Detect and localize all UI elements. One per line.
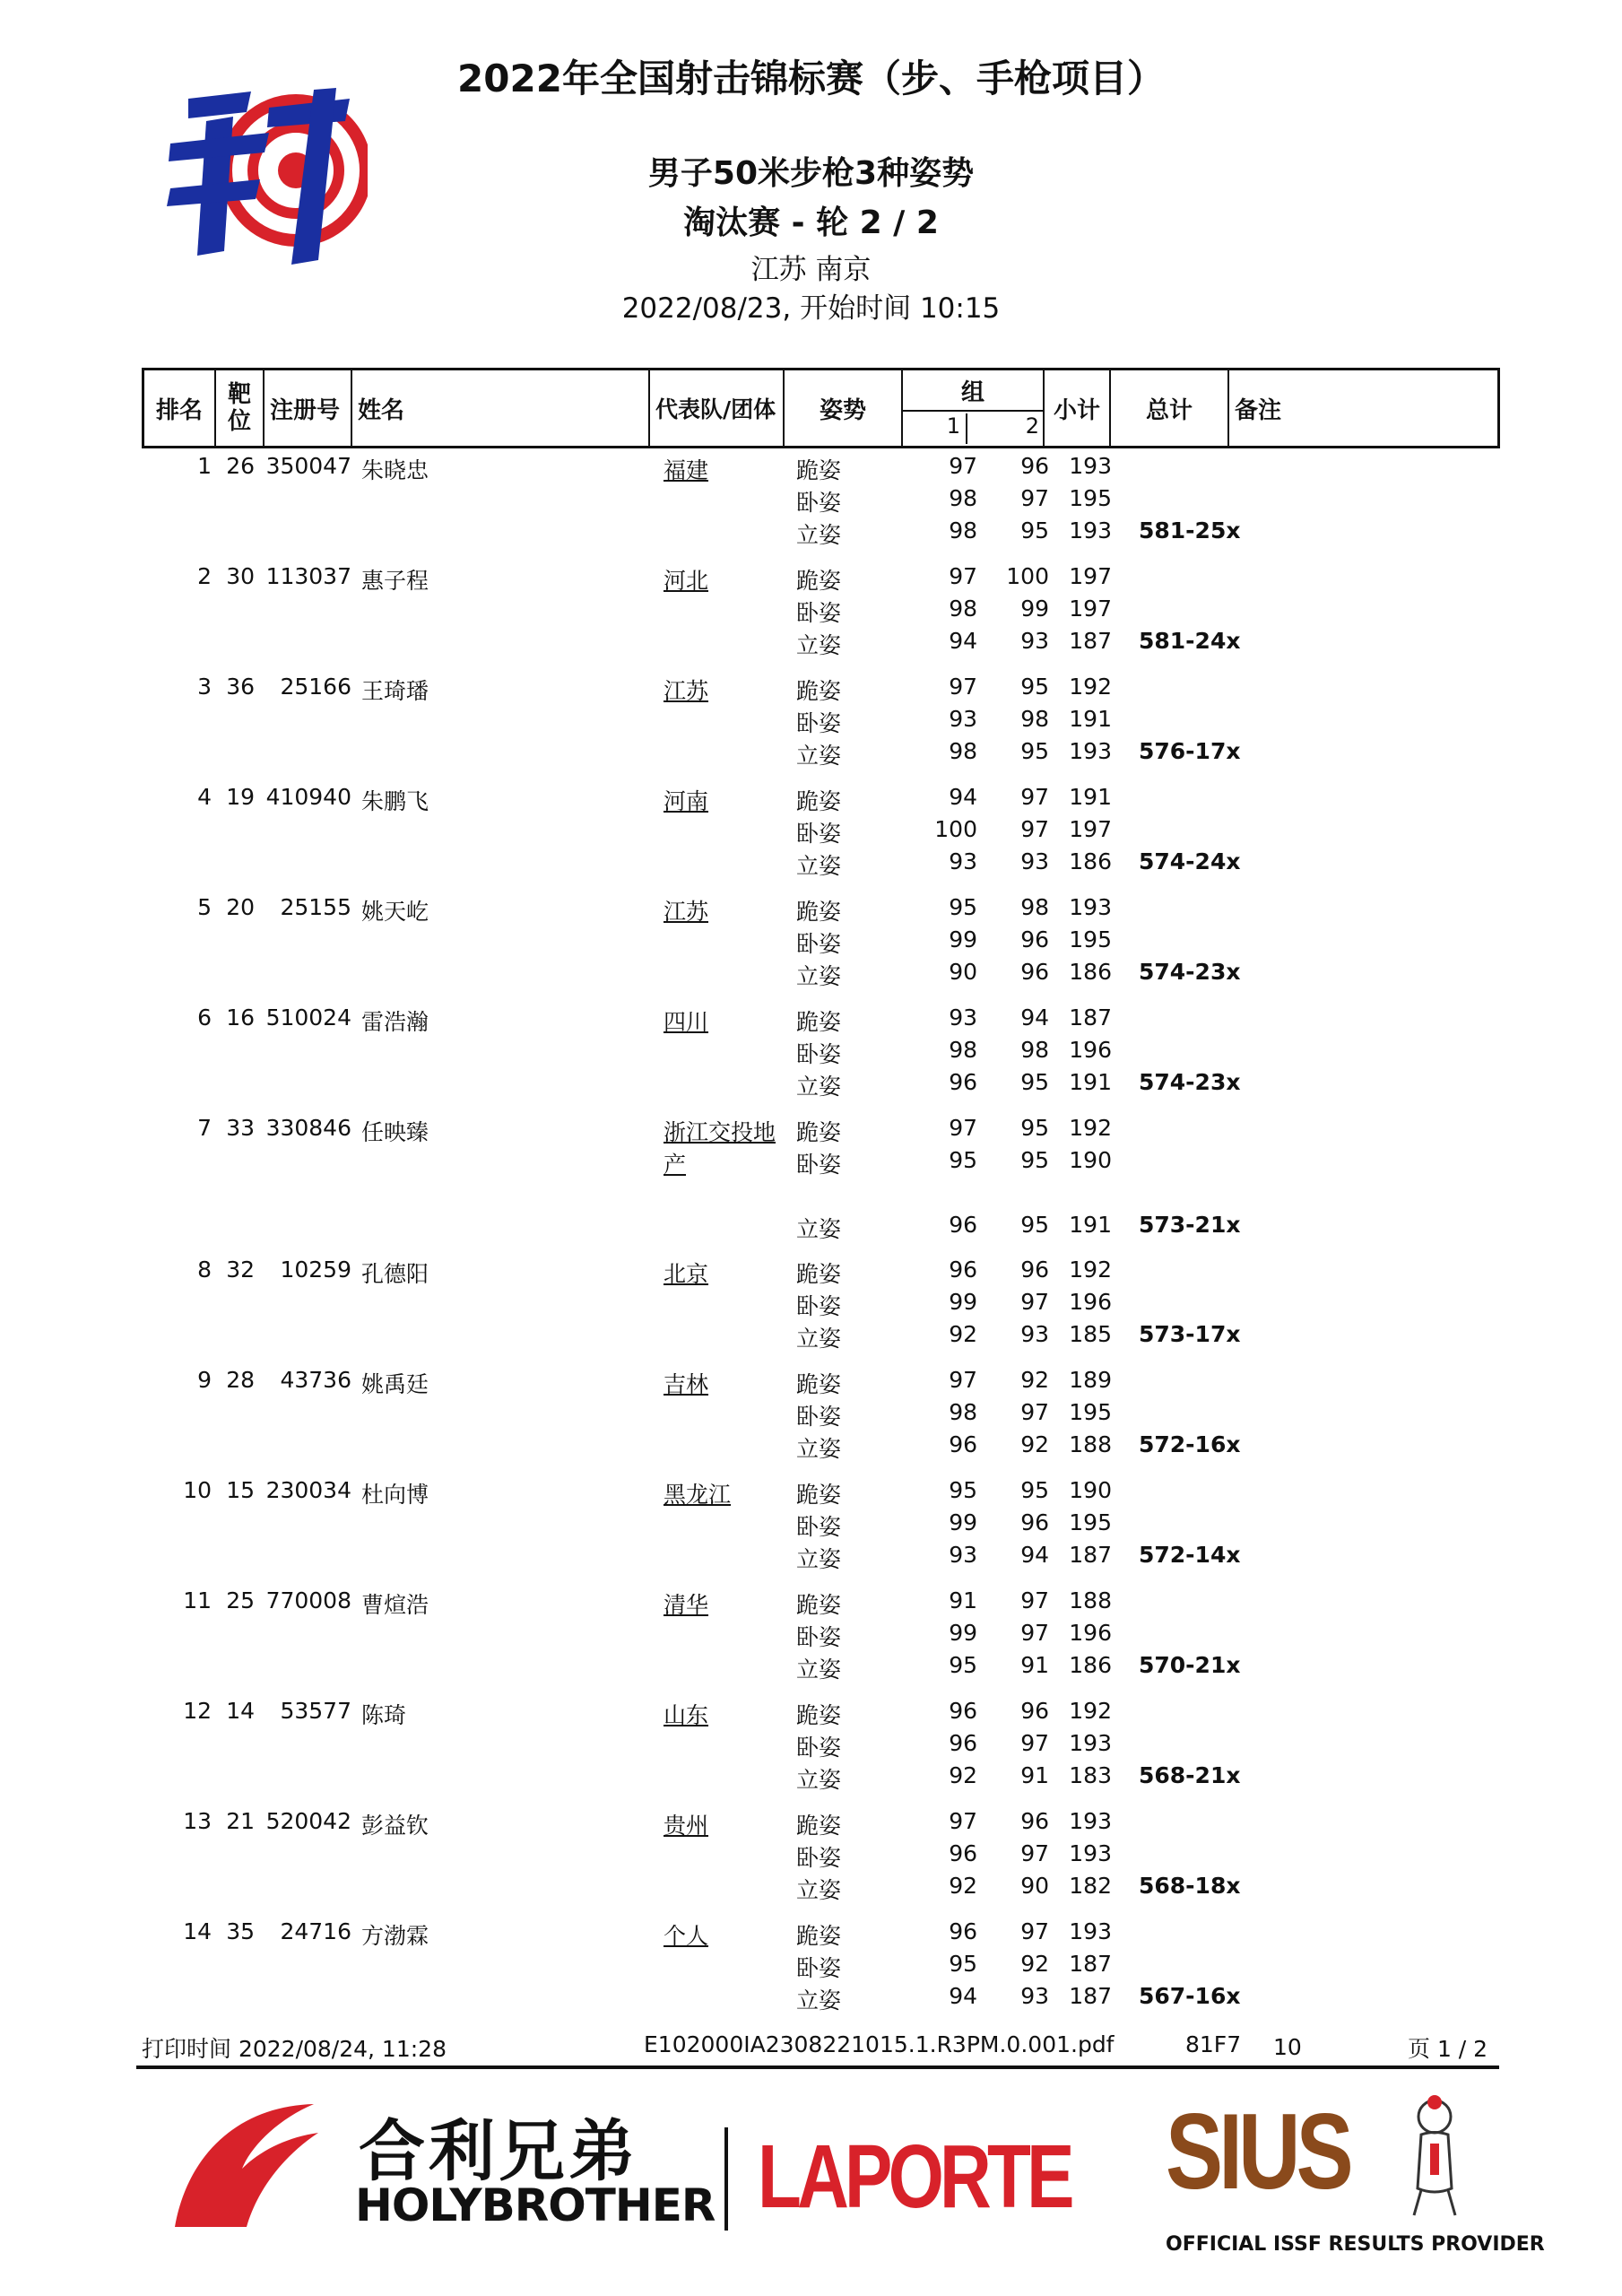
position: 立姿 bbox=[796, 1877, 842, 1903]
series-2: 96 bbox=[1020, 453, 1049, 479]
subtotal: 191 bbox=[1069, 1069, 1112, 1095]
target: 19 bbox=[226, 784, 255, 810]
subtotal: 193 bbox=[1069, 1730, 1112, 1756]
table-header bbox=[142, 368, 1500, 448]
subtotal: 193 bbox=[1069, 1840, 1112, 1866]
col-target: 靶 位 bbox=[216, 370, 265, 446]
series-1: 99 bbox=[949, 1620, 977, 1646]
series-1: 96 bbox=[949, 1431, 977, 1457]
col-position: 姿势 bbox=[785, 370, 903, 446]
series-2: 96 bbox=[1020, 1698, 1049, 1724]
series-1: 95 bbox=[949, 894, 977, 920]
series-1: 96 bbox=[949, 1730, 977, 1756]
series-1: 98 bbox=[949, 517, 977, 544]
position: 跪姿 bbox=[796, 899, 842, 925]
series-2: 97 bbox=[1020, 1840, 1049, 1866]
position: 卧姿 bbox=[796, 710, 842, 736]
sius-mascot-icon bbox=[1394, 2090, 1475, 2224]
reg-no: 43736 bbox=[280, 1367, 351, 1393]
subtotal: 195 bbox=[1069, 1509, 1112, 1535]
athlete-name: 王琦璠 bbox=[361, 678, 429, 704]
team-link[interactable]: 河北 bbox=[664, 568, 709, 594]
target: 15 bbox=[226, 1477, 255, 1503]
series-1: 97 bbox=[949, 453, 977, 479]
rank: 2 bbox=[197, 563, 212, 589]
subtotal: 190 bbox=[1069, 1147, 1112, 1173]
series-2: 92 bbox=[1020, 1367, 1049, 1393]
series-1: 96 bbox=[949, 1918, 977, 1944]
series-2: 96 bbox=[1020, 926, 1049, 952]
series-2: 95 bbox=[1020, 1477, 1049, 1503]
reg-no: 10259 bbox=[280, 1257, 351, 1283]
subtotal: 197 bbox=[1069, 596, 1112, 622]
series-2: 98 bbox=[1020, 1037, 1049, 1063]
position: 立姿 bbox=[796, 963, 842, 989]
series-2: 93 bbox=[1020, 628, 1049, 654]
rank: 1 bbox=[197, 453, 212, 479]
subtotal: 192 bbox=[1069, 1257, 1112, 1283]
series-1: 98 bbox=[949, 485, 977, 511]
total: 573-17x bbox=[1139, 1321, 1241, 1347]
position: 立姿 bbox=[796, 853, 842, 879]
series-1: 92 bbox=[949, 1762, 977, 1788]
position: 立姿 bbox=[796, 522, 842, 548]
col-reg-no: 注册号 bbox=[270, 396, 341, 424]
series-2: 97 bbox=[1020, 1587, 1049, 1613]
series-2: 98 bbox=[1020, 706, 1049, 732]
team-link[interactable]: 北京 bbox=[664, 1261, 709, 1287]
rank: 12 bbox=[183, 1698, 212, 1724]
series-1: 94 bbox=[949, 1983, 977, 2009]
position: 跪姿 bbox=[796, 1482, 842, 1508]
series-1: 92 bbox=[949, 1321, 977, 1347]
rank: 4 bbox=[197, 784, 212, 810]
subtotal: 193 bbox=[1069, 517, 1112, 544]
series-2: 95 bbox=[1020, 1115, 1049, 1141]
total: 574-24x bbox=[1139, 848, 1241, 874]
series-2: 96 bbox=[1020, 1509, 1049, 1535]
series-1: 97 bbox=[949, 1115, 977, 1141]
event-title: 男子50米步枪3种姿势 bbox=[647, 155, 975, 192]
subtotal: 191 bbox=[1069, 1212, 1112, 1238]
total: 581-25x bbox=[1139, 517, 1241, 544]
subtotal: 185 bbox=[1069, 1321, 1112, 1347]
doc-number: 10 bbox=[1273, 2034, 1302, 2060]
subtotal: 197 bbox=[1069, 563, 1112, 589]
rank: 14 bbox=[183, 1918, 212, 1944]
check-code: 81F7 bbox=[1185, 2031, 1242, 2057]
subtotal: 187 bbox=[1069, 628, 1112, 654]
reg-no: 24716 bbox=[280, 1918, 351, 1944]
series-2: 95 bbox=[1020, 738, 1049, 764]
subtotal: 192 bbox=[1069, 1115, 1112, 1141]
series-1: 97 bbox=[949, 563, 977, 589]
team-link: 江苏 bbox=[664, 678, 709, 704]
athlete-name: 姚禹廷 bbox=[361, 1371, 429, 1397]
total: 572-14x bbox=[1139, 1542, 1241, 1568]
location: 江苏 南京 bbox=[750, 254, 872, 286]
series-1: 98 bbox=[949, 1399, 977, 1425]
subtotal: 193 bbox=[1069, 1918, 1112, 1944]
team-link[interactable]: 黑龙江 bbox=[664, 1482, 732, 1508]
position: 卧姿 bbox=[796, 490, 842, 516]
total: 572-16x bbox=[1139, 1431, 1241, 1457]
position: 跪姿 bbox=[796, 1261, 842, 1287]
athlete-name: 杜向博 bbox=[361, 1482, 429, 1508]
rank: 3 bbox=[197, 674, 212, 700]
series-1: 90 bbox=[949, 959, 977, 985]
subtotal: 186 bbox=[1069, 1652, 1112, 1678]
position: 立姿 bbox=[796, 1436, 842, 1462]
position: 跪姿 bbox=[796, 457, 842, 483]
position: 跪姿 bbox=[796, 678, 842, 704]
subtotal: 186 bbox=[1069, 959, 1112, 985]
series-1: 91 bbox=[949, 1587, 977, 1613]
series-1: 99 bbox=[949, 1289, 977, 1315]
target: 14 bbox=[226, 1698, 255, 1724]
series-2: 97 bbox=[1020, 1399, 1049, 1425]
team-link[interactable]: 四川 bbox=[664, 1009, 709, 1035]
position: 立姿 bbox=[796, 1216, 842, 1242]
rank: 8 bbox=[197, 1257, 212, 1283]
team-link[interactable]: 贵州 bbox=[664, 1813, 709, 1839]
athlete-name: 曹煊浩 bbox=[361, 1592, 429, 1618]
series-1: 93 bbox=[949, 848, 977, 874]
subtotal: 195 bbox=[1069, 1399, 1112, 1425]
holybrother-cn: 合利兄弟 bbox=[359, 2113, 638, 2190]
series-2: 95 bbox=[1020, 1147, 1049, 1173]
athlete-name: 朱晓忠 bbox=[361, 457, 429, 483]
holybrother-en: HOLYBROTHER bbox=[355, 2179, 716, 2231]
position: 卧姿 bbox=[796, 1955, 842, 1981]
series-1: 95 bbox=[949, 1951, 977, 1977]
footer-divider bbox=[136, 2066, 1499, 2069]
series-2: 97 bbox=[1020, 1620, 1049, 1646]
subtotal: 192 bbox=[1069, 1698, 1112, 1724]
position: 立姿 bbox=[796, 1074, 842, 1100]
series-1: 96 bbox=[949, 1069, 977, 1095]
sius-tagline: OFFICIAL ISSF RESULTS PROVIDER bbox=[1166, 2233, 1545, 2256]
series-2: 95 bbox=[1020, 517, 1049, 544]
series-1: 98 bbox=[949, 596, 977, 622]
series-1: 96 bbox=[949, 1698, 977, 1724]
subtotal: 188 bbox=[1069, 1587, 1112, 1613]
target: 32 bbox=[226, 1257, 255, 1283]
series-2: 92 bbox=[1020, 1951, 1049, 1977]
reg-no: 113037 bbox=[265, 563, 351, 589]
series-1: 96 bbox=[949, 1212, 977, 1238]
subtotal: 193 bbox=[1069, 894, 1112, 920]
position: 立姿 bbox=[796, 1657, 842, 1683]
subtotal: 187 bbox=[1069, 1951, 1112, 1977]
series-1: 93 bbox=[949, 706, 977, 732]
team-link[interactable]: 河南 bbox=[664, 788, 709, 814]
position: 跪姿 bbox=[796, 1009, 842, 1035]
athlete-name: 雷浩瀚 bbox=[361, 1009, 429, 1035]
reg-no: 770008 bbox=[265, 1587, 351, 1613]
subtotal: 197 bbox=[1069, 816, 1112, 842]
position: 跪姿 bbox=[796, 1702, 842, 1728]
series-2: 94 bbox=[1020, 1542, 1049, 1568]
reg-no: 25155 bbox=[280, 894, 351, 920]
series-2: 91 bbox=[1020, 1762, 1049, 1788]
subtotal: 187 bbox=[1069, 1983, 1112, 2009]
reg-no: 350047 bbox=[265, 453, 351, 479]
target: 28 bbox=[226, 1367, 255, 1393]
subtotal: 193 bbox=[1069, 738, 1112, 764]
team-link[interactable]: 清华 bbox=[664, 1592, 709, 1618]
series-2: 95 bbox=[1020, 1069, 1049, 1095]
series-2: 97 bbox=[1020, 1730, 1049, 1756]
series-1: 98 bbox=[949, 738, 977, 764]
rank: 9 bbox=[197, 1367, 212, 1393]
athlete-name: 任映臻 bbox=[361, 1119, 429, 1145]
series-2: 99 bbox=[1020, 596, 1049, 622]
series-1: 94 bbox=[949, 628, 977, 654]
target: 30 bbox=[226, 563, 255, 589]
position: 卧姿 bbox=[796, 1152, 842, 1178]
position: 卧姿 bbox=[796, 1624, 842, 1650]
sponsor-divider bbox=[724, 2127, 728, 2231]
position: 立姿 bbox=[796, 1326, 842, 1352]
subtotal: 189 bbox=[1069, 1367, 1112, 1393]
team-link[interactable]: 福建 bbox=[664, 457, 709, 483]
athlete-name: 朱鹏飞 bbox=[361, 788, 429, 814]
total: 567-16x bbox=[1139, 1983, 1241, 2009]
series-1: 97 bbox=[949, 1367, 977, 1393]
series-2: 92 bbox=[1020, 1431, 1049, 1457]
total: 570-21x bbox=[1139, 1652, 1241, 1678]
rank: 11 bbox=[183, 1587, 212, 1613]
reg-no: 25166 bbox=[280, 674, 351, 700]
subtotal: 188 bbox=[1069, 1431, 1112, 1457]
series-1: 93 bbox=[949, 1004, 977, 1031]
series-1: 93 bbox=[949, 1542, 977, 1568]
col-subtotal: 小计 bbox=[1045, 370, 1111, 446]
target: 36 bbox=[226, 674, 255, 700]
col-rank: 排名 bbox=[144, 370, 216, 446]
series-2: 97 bbox=[1020, 1918, 1049, 1944]
target: 20 bbox=[226, 894, 255, 920]
rank: 13 bbox=[183, 1808, 212, 1834]
team-link[interactable]: 江苏 bbox=[664, 899, 709, 925]
reg-no: 510024 bbox=[265, 1004, 351, 1031]
target: 21 bbox=[226, 1808, 255, 1834]
position: 立姿 bbox=[796, 743, 842, 769]
page-number: 页 1 / 2 bbox=[1408, 2036, 1488, 2062]
subtotal: 193 bbox=[1069, 1808, 1112, 1834]
total: 573-21x bbox=[1139, 1212, 1241, 1238]
series-1: 97 bbox=[949, 1808, 977, 1834]
position: 立姿 bbox=[796, 632, 842, 658]
target: 16 bbox=[226, 1004, 255, 1031]
total: 574-23x bbox=[1139, 1069, 1241, 1095]
series-1: 98 bbox=[949, 1037, 977, 1063]
position: 卧姿 bbox=[796, 1514, 842, 1540]
series-1: 96 bbox=[949, 1840, 977, 1866]
target: 35 bbox=[226, 1918, 255, 1944]
subtotal: 195 bbox=[1069, 485, 1112, 511]
athlete-name: 姚天屹 bbox=[361, 899, 429, 925]
series-1: 99 bbox=[949, 1509, 977, 1535]
position: 立姿 bbox=[796, 1987, 842, 2013]
total: 568-21x bbox=[1139, 1762, 1241, 1788]
subtotal: 196 bbox=[1069, 1037, 1112, 1063]
reg-no: 230034 bbox=[265, 1477, 351, 1503]
athlete-name: 方渤霖 bbox=[361, 1923, 429, 1949]
rank: 10 bbox=[183, 1477, 212, 1503]
rank: 6 bbox=[197, 1004, 212, 1031]
series-2: 96 bbox=[1020, 1808, 1049, 1834]
series-2: 95 bbox=[1020, 674, 1049, 700]
athlete-name: 陈琦 bbox=[361, 1702, 407, 1728]
position: 卧姿 bbox=[796, 1845, 842, 1871]
series-1: 97 bbox=[949, 674, 977, 700]
position: 跪姿 bbox=[796, 1813, 842, 1839]
total: 574-23x bbox=[1139, 959, 1241, 985]
laporte-logo: LAPORTE bbox=[758, 2126, 1071, 2227]
subtotal: 182 bbox=[1069, 1873, 1112, 1899]
reg-no: 330846 bbox=[265, 1115, 351, 1141]
subtotal: 191 bbox=[1069, 706, 1112, 732]
target: 33 bbox=[226, 1115, 255, 1141]
series-2: 98 bbox=[1020, 894, 1049, 920]
subtotal: 195 bbox=[1069, 926, 1112, 952]
reg-no: 410940 bbox=[265, 784, 351, 810]
position: 卧姿 bbox=[796, 1293, 842, 1319]
stage-title: 淘汰赛 - 轮 2 / 2 bbox=[683, 204, 939, 241]
total: 576-17x bbox=[1139, 738, 1241, 764]
series-2: 93 bbox=[1020, 1983, 1049, 2009]
start-datetime: 2022/08/23, 开始时间 10:15 bbox=[621, 292, 1001, 325]
series-2: 97 bbox=[1020, 816, 1049, 842]
position: 卧姿 bbox=[796, 931, 842, 957]
subtotal: 186 bbox=[1069, 848, 1112, 874]
athlete-name: 彭益钦 bbox=[361, 1813, 429, 1839]
position: 跪姿 bbox=[796, 788, 842, 814]
series-2: 93 bbox=[1020, 1321, 1049, 1347]
col-total: 总计 bbox=[1111, 370, 1229, 446]
series-2: 95 bbox=[1020, 1212, 1049, 1238]
position: 跪姿 bbox=[796, 1923, 842, 1949]
series-1: 95 bbox=[949, 1147, 977, 1173]
series-2: 96 bbox=[1020, 1257, 1049, 1283]
team-link[interactable]: 吉林 bbox=[664, 1371, 709, 1397]
file-name: E102000IA2308221015.1.R3PM.0.001.pdf bbox=[644, 2031, 1115, 2057]
print-time: 打印时间 2022/08/24, 11:28 bbox=[142, 2036, 447, 2062]
position: 立姿 bbox=[796, 1546, 842, 1572]
series-1: 95 bbox=[949, 1477, 977, 1503]
target: 26 bbox=[226, 453, 255, 479]
col-name: 姓名 bbox=[351, 370, 650, 446]
series-2: 100 bbox=[1006, 563, 1049, 589]
col-remarks: 备注 bbox=[1235, 396, 1282, 424]
col-series: 组 1 2 bbox=[903, 370, 1045, 446]
target: 25 bbox=[226, 1587, 255, 1613]
subtotal: 187 bbox=[1069, 1004, 1112, 1031]
col-team: 代表队/团体 bbox=[650, 370, 785, 446]
subtotal: 191 bbox=[1069, 784, 1112, 810]
position: 跪姿 bbox=[796, 1119, 842, 1145]
series-2: 90 bbox=[1020, 1873, 1049, 1899]
series-2: 96 bbox=[1020, 959, 1049, 985]
position: 立姿 bbox=[796, 1767, 842, 1793]
series-2: 97 bbox=[1020, 485, 1049, 511]
total: 568-18x bbox=[1139, 1873, 1241, 1899]
subtotal: 196 bbox=[1069, 1620, 1112, 1646]
series-1: 96 bbox=[949, 1257, 977, 1283]
position: 卧姿 bbox=[796, 1404, 842, 1430]
team-link: 个人 bbox=[664, 1923, 709, 1949]
holybrother-logo-icon bbox=[170, 2097, 323, 2231]
total: 581-24x bbox=[1139, 628, 1241, 654]
rank: 7 bbox=[197, 1115, 212, 1141]
subtotal: 183 bbox=[1069, 1762, 1112, 1788]
position: 卧姿 bbox=[796, 821, 842, 847]
series-1: 95 bbox=[949, 1652, 977, 1678]
position: 跪姿 bbox=[796, 1371, 842, 1397]
series-1: 92 bbox=[949, 1873, 977, 1899]
sius-logo: SIUS bbox=[1166, 2092, 1349, 2212]
subtotal: 196 bbox=[1069, 1289, 1112, 1315]
athlete-name: 孔德阳 bbox=[361, 1261, 429, 1287]
position: 卧姿 bbox=[796, 1735, 842, 1761]
position: 跪姿 bbox=[796, 568, 842, 594]
team-link[interactable]: 浙江交投地 bbox=[664, 1119, 776, 1145]
series-1: 94 bbox=[949, 784, 977, 810]
position: 卧姿 bbox=[796, 1041, 842, 1067]
series-2: 93 bbox=[1020, 848, 1049, 874]
series-1: 99 bbox=[949, 926, 977, 952]
position: 卧姿 bbox=[796, 600, 842, 626]
subtotal: 192 bbox=[1069, 674, 1112, 700]
position: 跪姿 bbox=[796, 1592, 842, 1618]
subtotal: 193 bbox=[1069, 453, 1112, 479]
championship-title: 2022年全国射击锦标赛（步、手枪项目） bbox=[457, 57, 1165, 100]
subtotal: 190 bbox=[1069, 1477, 1112, 1503]
athlete-name: 惠子程 bbox=[361, 568, 429, 594]
series-1: 100 bbox=[934, 816, 977, 842]
team-link-cont[interactable]: 产 bbox=[664, 1152, 687, 1178]
reg-no: 53577 bbox=[280, 1698, 351, 1724]
series-2: 94 bbox=[1020, 1004, 1049, 1031]
subtotal: 187 bbox=[1069, 1542, 1112, 1568]
reg-no: 520042 bbox=[265, 1808, 351, 1834]
series-2: 97 bbox=[1020, 1289, 1049, 1315]
series-2: 91 bbox=[1020, 1652, 1049, 1678]
team-link[interactable]: 山东 bbox=[664, 1702, 709, 1728]
series-2: 97 bbox=[1020, 784, 1049, 810]
rank: 5 bbox=[197, 894, 212, 920]
